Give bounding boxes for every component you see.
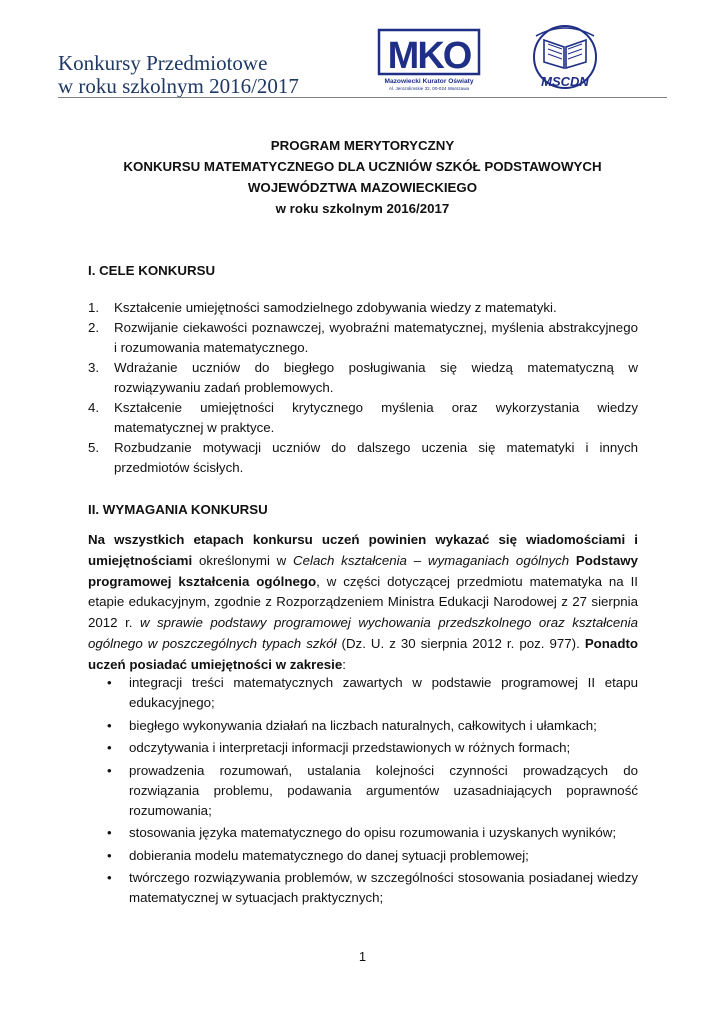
req-para-italic-1: Celach kształcenia – wymaganiach ogólnych (293, 552, 570, 568)
skill-item (103, 868, 638, 908)
program-title-line1: PROGRAM MERYTORYCZNY (270, 138, 455, 153)
goal-number: 3. (88, 360, 100, 375)
header-title-line2: w roku szkolnym 2016/2017 (58, 74, 299, 98)
page-number: 1 (358, 949, 367, 964)
req-para-italic-2: w sprawie podstawy programowej wychowania przedszkolnego oraz kształcenia ogólnego w poszczególnych typach szkół (88, 615, 638, 651)
skill-text: biegłego wykonywania działań na liczbach naturalnych, całkowitych i ułamkach; (129, 717, 597, 733)
bullet-icon: • (107, 740, 112, 755)
section-heading-requirements: II. WYMAGANIA KONKURSU (88, 502, 268, 517)
mko-logo-address: Al. Jerozolimskie 32, 00-024 Warszawa (388, 86, 470, 91)
mscdn-logo-text: MSCDN (541, 74, 589, 89)
req-para-bold-2: Podstawy programowej kształcenia ogólnego (88, 552, 638, 589)
skill-text: odczytywania i interpretacji informacji przedstawionych w różnych formach; (129, 740, 571, 755)
goal-number: 5. (88, 440, 100, 455)
skill-item (103, 823, 638, 843)
skill-item (103, 716, 638, 736)
goals-list (88, 298, 638, 478)
bullet-icon: • (107, 717, 112, 733)
goal-item (88, 398, 638, 438)
skill-text: stosowania języka matematycznego do opisu rozumowania i uzyskanych wyników; (129, 825, 617, 840)
skill-text: twórczego rozwiązywania problemów, w szczególności stosowania posiadanej wiedzy matematycznej w sytuacjach praktycznych; (129, 870, 638, 905)
skill-item (103, 846, 638, 866)
req-para-text-4: : (342, 656, 346, 672)
mscdn-logo (522, 22, 608, 96)
header-title (58, 52, 299, 98)
mko-logo-letters: MKO (387, 35, 471, 77)
program-title (58, 135, 667, 219)
req-para-text-1: określonymi w (192, 552, 294, 568)
goal-number: 1. (88, 300, 100, 315)
goal-text: Kształcenie umiejętności krytycznego myślenia oraz wykorzystania wiedzy matematycznej w praktyce. (114, 400, 638, 435)
goal-text: Rozbudzanie motywacji uczniów do dalszego uczenia się matematyki i innych przedmiotów ścisłych. (114, 440, 638, 475)
goal-number: 2. (88, 320, 100, 335)
bullet-icon: • (107, 675, 112, 690)
mko-logo (375, 27, 483, 93)
skill-item (103, 738, 638, 758)
req-para-text-3: (Dz. U. z 30 sierpnia 2012 r. poz. 977). (336, 635, 585, 651)
goal-item (88, 358, 638, 398)
skill-item (103, 761, 638, 821)
bullet-icon: • (107, 762, 112, 778)
skill-item (103, 673, 638, 713)
skill-text: prowadzenia rozumowań, ustalania kolejności czynności prowadzących do rozwiązania problemu, podawania argumentów uzasadniających poprawność rozumowania; (129, 762, 638, 818)
requirements-paragraph (88, 530, 638, 676)
bullet-icon: • (107, 825, 112, 840)
req-para-space (569, 553, 576, 568)
skill-text: dobierania modelu matematycznego do danej sytuacji problemowej; (129, 847, 529, 863)
goal-item (88, 318, 638, 358)
goal-text: Wdrażanie uczniów do biegłego posługiwania się wiedzą matematyczną w rozwiązywaniu zadań problemowych. (114, 360, 638, 395)
goal-text: Rozwijanie ciekawości poznawczej, wyobraźni matematycznej, myślenia abstrakcyjnego i rozumowania matematycznego. (114, 320, 638, 355)
mko-logo-caption: Mazowiecki Kurator Oświaty (384, 78, 474, 85)
section-heading-goals: I. CELE KONKURSU (88, 263, 216, 278)
goal-text: Kształcenie umiejętności samodzielnego zdobywania wiedzy z matematyki. (114, 300, 557, 315)
req-para-bold-1: Na wszystkich etapach konkursu uczeń powinien wykazać się wiadomościami i umiejętnościami (88, 532, 638, 568)
bullet-icon: • (107, 847, 112, 863)
header-title-line1: Konkursy Przedmiotowe (58, 51, 268, 75)
goal-number: 4. (88, 400, 100, 415)
goal-item (88, 438, 638, 478)
program-title-line2: KONKURSU MATEMATYCZNEGO DLA UCZNIÓW SZKÓŁ PODSTAWOWYCH (123, 159, 602, 174)
header-divider (58, 97, 667, 98)
goal-item (88, 298, 638, 318)
skills-list (103, 673, 638, 911)
req-para-bold-3: Ponadto uczeń posiadać umiejętności w zakresie (88, 635, 638, 672)
skill-text: integracji treści matematycznych zawartych w podstawie programowej II etapu edukacyjnego; (129, 675, 638, 710)
program-title-line3: WOJEWÓDZTWA MAZOWIECKIEGO (247, 180, 478, 195)
program-title-line4: w roku szkolnym 2016/2017 (275, 201, 450, 216)
req-para-text-2: , w części dotyczącej przedmiotu matematyka na II etapie edukacyjnym, zgodnie z Rozporządzeniem Ministra Edukacji Narodowej z 27 sierpnia 2012 r. (88, 573, 639, 631)
bullet-icon: • (107, 870, 112, 885)
